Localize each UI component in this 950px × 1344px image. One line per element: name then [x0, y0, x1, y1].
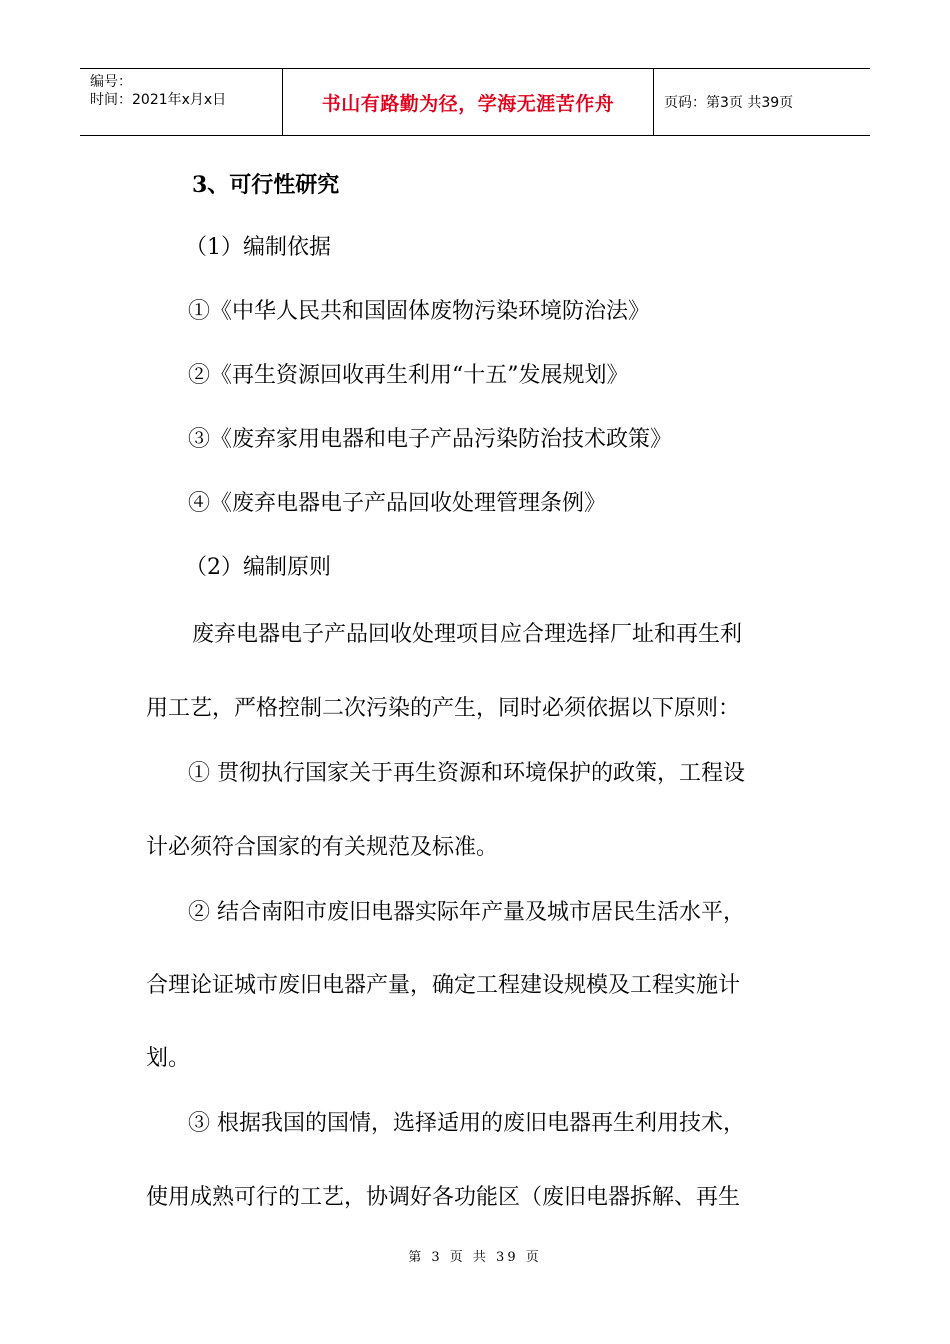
subsection-principles: （2）编制原则 — [185, 555, 331, 580]
paragraph-line: 合理论证城市废旧电器产量，确定工程建设规模及工程实施计 — [146, 973, 741, 998]
paragraph-line: ③ 根据我国的国情，选择适用的废旧电器再生利用技术， — [188, 1111, 745, 1136]
basis-item-1: ①《中华人民共和国固体废物污染环境防治法》 — [188, 299, 651, 324]
basis-item-2: ②《再生资源回收再生利用“十五”发展规划》 — [188, 363, 629, 388]
subsection-basis: （1）编制依据 — [185, 235, 331, 260]
section-title: 3、可行性研究 — [192, 172, 340, 198]
paragraph-line: 使用成熟可行的工艺，协调好各功能区（废旧电器拆解、再生 — [146, 1185, 741, 1210]
page-header — [80, 68, 870, 136]
header-motto: 书山有路勤为径，学海无涯苦作舟 — [282, 69, 654, 135]
basis-item-4: ④《废弃电器电子产品回收处理管理条例》 — [188, 491, 607, 516]
paragraph-line: ② 结合南阳市废旧电器实际年产量及城市居民生活水平， — [188, 900, 745, 925]
paragraph-line: 废弃电器电子产品回收处理项目应合理选择厂址和再生利 — [192, 622, 743, 647]
page-footer: 第 3 页 共 39 页 — [408, 1250, 542, 1265]
paragraph-line: 划。 — [146, 1046, 191, 1071]
header-page-info: 页码：第3页 共39页 — [664, 95, 794, 111]
paragraph-line: 用工艺，严格控制二次污染的产生，同时必须依据以下原则： — [146, 696, 741, 721]
paragraph-line: 计必须符合国家的有关规范及标准。 — [146, 835, 499, 860]
header-meta — [80, 69, 282, 135]
paragraph-line: ① 贯彻执行国家关于再生资源和环境保护的政策，工程设 — [188, 761, 745, 786]
basis-item-3: ③《废弃家用电器和电子产品污染防治技术政策》 — [188, 427, 673, 452]
header-number-label: 编号： — [90, 74, 132, 90]
header-date-label: 时间：2021年x月x日 — [90, 92, 227, 108]
